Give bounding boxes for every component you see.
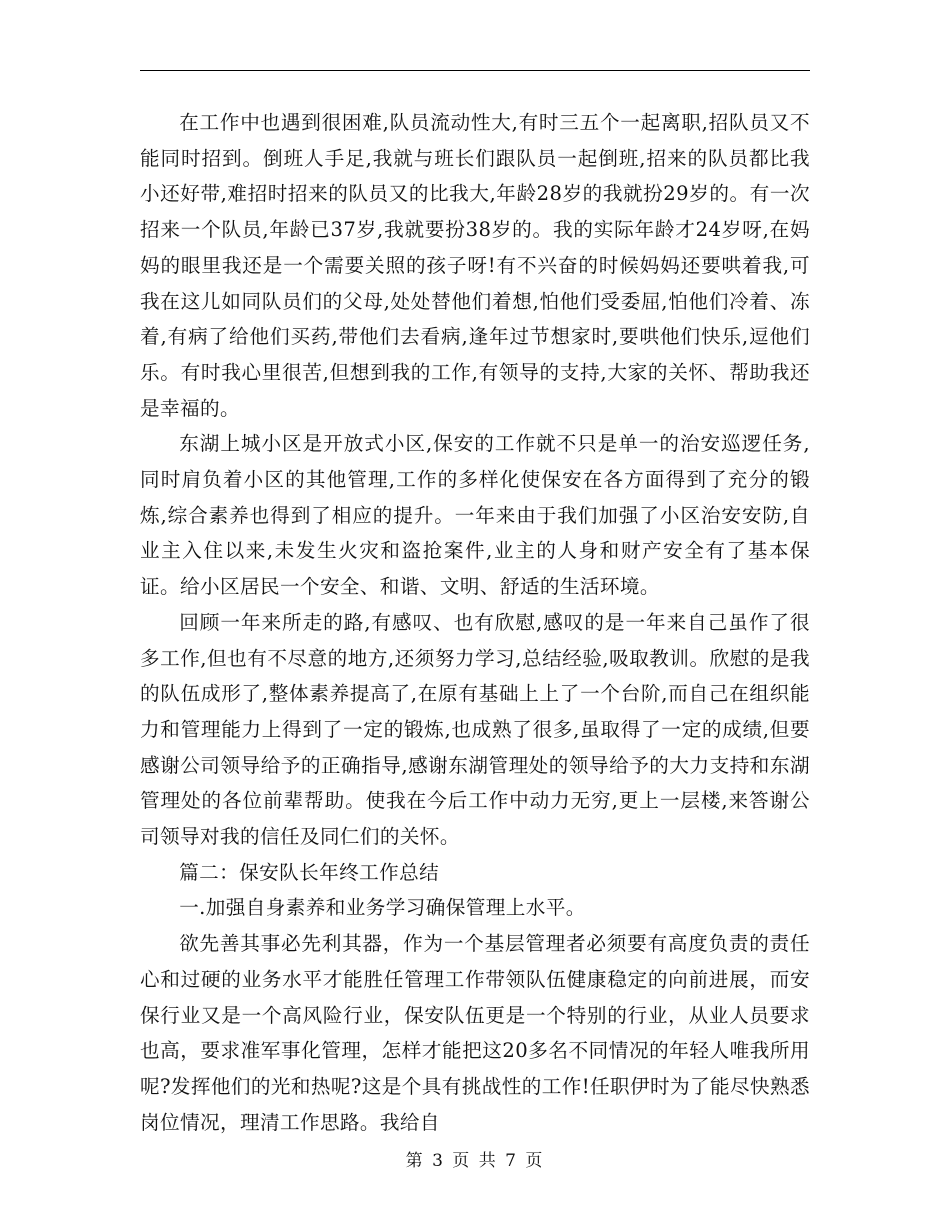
document-body <box>140 105 810 1140</box>
section-heading: 篇二：保安队长年终工作总结 <box>179 860 440 884</box>
body-paragraph: 欲先善其事必先利其器，作为一个基层管理者必须要有高度负责的责任心和过硬的业务水平才能胜任管理工作带领队伍健康稳定的向前进展，而安保行业又是一个高风险行业，保安队伍更是一个特别的行业，从业人员要求也高，要求准军事化管理，怎样才能把这20多名不同情况的年轻人唯我所用呢?发挥他们的光和热呢?这是个具有挑战性的工作!任职伊时为了能尽快熟悉岗位情况，理清工作思路。我给自 <box>140 932 810 1134</box>
body-paragraph: 回顾一年来所走的路,有感叹、也有欣慰,感叹的是一年来自己虽作了很多工作,但也有不尽意的地方,还须努力学习,总结经验,吸取教训。欣慰的是我的队伍成形了,整体素养提高了,在原有基础上上了一个台阶,而自己在组织能力和管理能力上得到了一定的锻炼,也成熟了很多,虽取得了一定的成绩,但要感谢公司领导给予的正确指导,感谢东湖管理处的领导给予的大力支持和东湖管理处的各位前辈帮助。使我在今后工作中动力无穷,更上一层楼,来答谢公司领导对我的信任及同仁们的关怀。 <box>140 610 810 849</box>
body-paragraph: 东湖上城小区是开放式小区,保安的工作就不只是单一的治安巡逻任务,同时肩负着小区的其他管理,工作的多样化使保安在各方面得到了充分的锻炼,综合素养也得到了相应的提升。一年来由于我们加强了小区治安安防,自业主入住以来,未发生火灾和盗抢案件,业主的人身和财产安全有了基本保证。给小区居民一个安全、和谐、文明、舒适的生活环境。 <box>140 432 810 599</box>
page-number-footer: 第 3 页 共 7 页 <box>405 1151 545 1171</box>
header-rule <box>140 70 810 71</box>
body-paragraph: 在工作中也遇到很困难,队员流动性大,有时三五个一起离职,招队员又不能同时招到。倒班人手足,我就与班长们跟队员一起倒班,招来的队员都比我小还好带,难招时招来的队员又的比我大,年龄28岁的我就扮29岁的。有一次招来一个队员,年龄已37岁,我就要扮38岁的。我的实际年龄才24岁呀,在妈妈的眼里我还是一个需要关照的孩子呀!有不兴奋的时候妈妈还要哄着我,可我在这儿如同队员们的父母,处处替他们着想,怕他们受委屈,怕他们冷着、冻着,有病了给他们买药,带他们去看病,逢年过节想家时,要哄他们快乐,逗他们乐。有时我心里很苦,但想到我的工作,有领导的支持,大家的关怀、帮助我还是幸福的。 <box>140 111 810 420</box>
subsection-heading: 一.加强自身素养和业务学习确保管理上水平。 <box>179 896 586 920</box>
